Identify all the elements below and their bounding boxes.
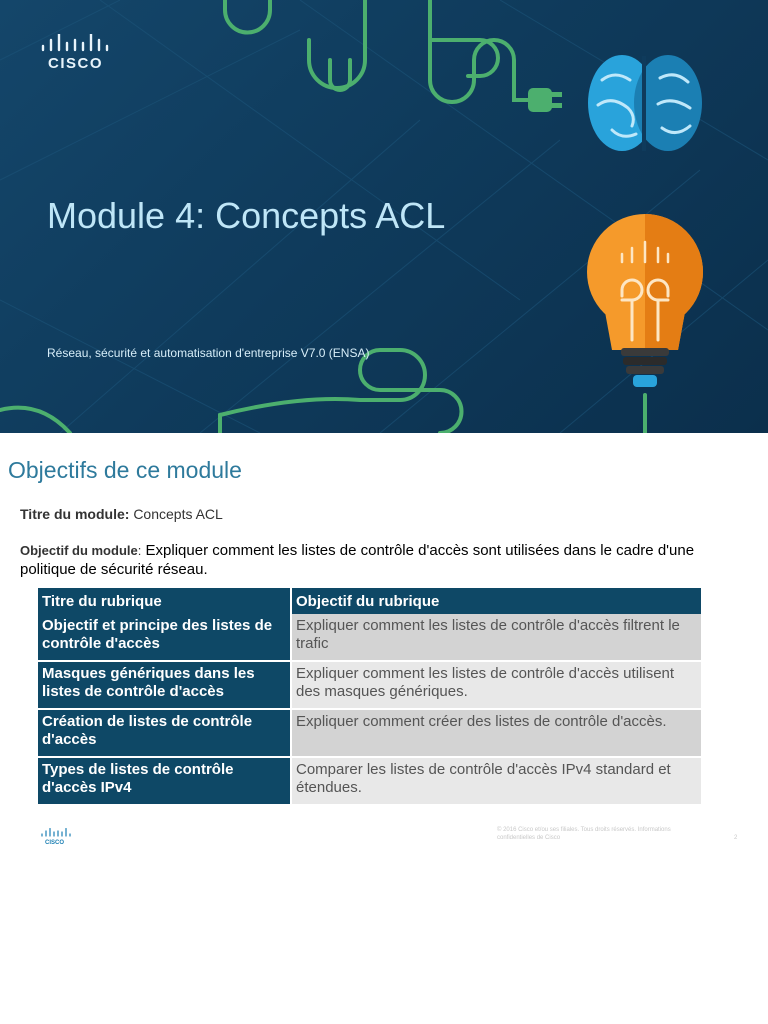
table-row [38,614,701,661]
lightbulb-icon [587,214,703,387]
module-objective-label: Objectif du module [20,543,138,558]
topic-title-cell: Objectif et principe des listes de contrôle d'accès [38,614,291,661]
footer-cisco-wordmark: CISCO [45,840,65,846]
footer-cisco-logo-icon [40,828,72,848]
header-topic-title: Titre du rubrique [38,588,291,614]
topic-objective-cell: Expliquer comment les listes de contrôle d'accès filtrent le trafic [291,614,701,661]
objectives-heading: Objectifs de ce module [8,457,242,483]
topic-objective-cell: Comparer les listes de contrôle d'accès IPv4 standard et étendues. [291,757,701,805]
page-number: 2 [734,835,738,841]
topic-objective-cell: Expliquer comment créer des listes de contrôle d'accès. [291,709,701,757]
module-title-label: Titre du module: [20,506,130,522]
module-objective-value: Expliquer comment les listes de contrôle d'accès sont utilisées dans le cadre d'une politique de sécurité réseau. [20,542,695,578]
topic-title-cell: Création de listes de contrôle d'accès [38,709,291,757]
footer-copyright: © 2016 Cisco et/ou ses filiales. Tous droits réservés. Informations confidentielles de Cisco [497,827,671,841]
topics-table [38,588,701,806]
module-title-value: Concepts ACL [133,506,223,522]
plug-icon [528,88,562,112]
module-objective-sep: : [137,543,142,558]
header-topic-objective: Objectif du rubrique [291,588,701,614]
table-header-row [38,588,701,614]
topic-objective-cell: Expliquer comment les listes de contrôle d'accès utilisent des masques génériques. [291,661,701,709]
topic-title-cell: Types de listes de contrôle d'accès IPv4 [38,757,291,805]
title-slide [0,0,768,433]
table-row [38,709,701,757]
table-row [38,661,701,709]
objectives-slide [0,433,768,1024]
slide-subtitle: Réseau, sécurité et automatisation d'entreprise V7.0 (ENSA) [47,346,370,360]
topic-title-cell: Masques génériques dans les listes de contrôle d'accès [38,661,291,709]
module-title-line [20,506,223,522]
module-objective-line [20,541,750,579]
brain-icon [588,55,702,151]
cisco-wordmark: CISCO [48,55,104,72]
table-row [38,757,701,805]
slide-title: Module 4: Concepts ACL [47,195,446,236]
